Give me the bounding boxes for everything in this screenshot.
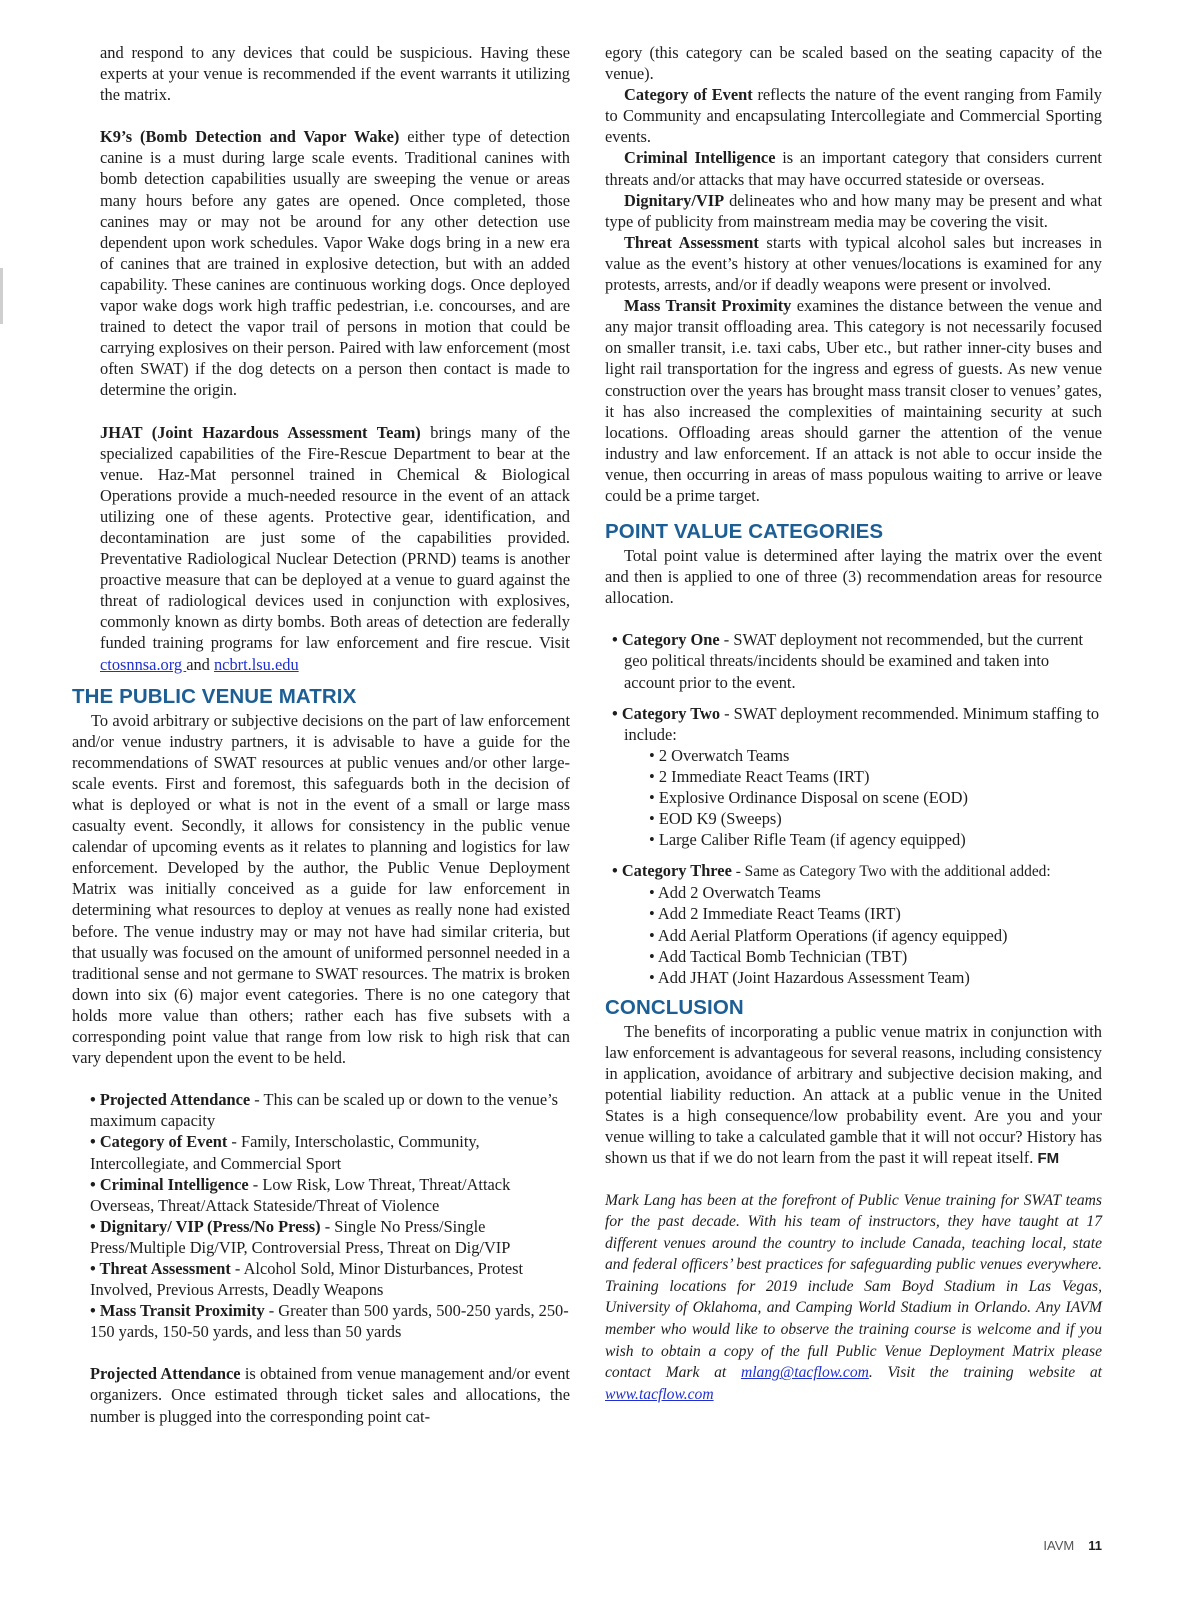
heading-point-value-categories: POINT VALUE CATEGORIES: [605, 520, 884, 544]
category-three-lead: • Category Three: [612, 861, 732, 881]
jhat-lead: JHAT (Joint Hazardous Assessment Team): [100, 422, 421, 442]
event-category-list: [72, 1089, 570, 1342]
right-column: [605, 42, 1102, 1405]
conclusion-text: The benefits of incorporating a public venue matrix in conjunction with law enforcement is advantageous for several reasons, including consistency in application, avoidance of arbitrary and subjective decision making, and potential liability reduction. An attack at a public venue in the United States is a high consequence/low probability event. Are you and your venue willing to take a calculated gamble that it will not occur? History has shown us that if we do not learn from the past it will repeat itself.: [605, 1021, 1102, 1168]
list-item: [72, 1258, 570, 1300]
projected-attendance-lead: Projected Attendance: [90, 1364, 241, 1384]
intro-paragraph: and respond to any devices that could be suspicious. Having these experts at your venue is recommended if the event warrants it utilizing the matrix.: [100, 43, 570, 105]
point-value-paragraph: Total point value is determined after laying the matrix over the event and then is applied to one of three (3) recommendation areas for resource allocation.: [605, 546, 1102, 608]
category-three: [605, 860, 1102, 988]
definition-lead: Threat Assessment: [624, 232, 759, 252]
list-item: • Add Tactical Bomb Technician (TBT): [649, 946, 908, 966]
list-item: • 2 Immediate React Teams (IRT): [649, 766, 870, 786]
definition-paragraph: [605, 232, 1102, 295]
jhat-paragraph: [72, 422, 570, 675]
category-one-lead: • Category One: [612, 630, 720, 650]
heading-conclusion: CONCLUSION: [605, 995, 744, 1019]
author-bio: [605, 1190, 1102, 1406]
page-edge-mark: [0, 268, 3, 324]
bio-after-email: . Visit the training website at: [868, 1364, 1102, 1382]
list-item-lead: • Projected Attendance: [90, 1090, 251, 1110]
k9-text: either type of detection canine is a must during large scale events. Traditional canines with bomb detection capabilities usually are sweeping the venue or areas many hours before any gates are opened. Once completed, those canines may or may not be around for any other detection use dependent upon work schedules. Vapor Wake dogs bring in a new era of canines that are trained in explosive detection, but with an added capability. These canines are continuous working dogs. Once deployed vapor wake dogs work high traffic pedestrian, i.e. concourses, and are trained to detect the vapor trail of persons in motion that could be carrying explosives on their person. Paired with law enforcement (most often SWAT) if the dog detects on a person then contact is made to determine the origin.: [100, 127, 571, 400]
category-two-text: - SWAT deployment recommended. Minimum staffing to include:: [624, 703, 1100, 744]
category-one-text: - SWAT deployment not recommended, but the current geo political threats/incidents should be examined and taken into account prior to the event.: [624, 630, 1084, 692]
category-one: [605, 629, 1102, 692]
continued-paragraph: egory (this category can be scaled based on the seating capacity of the venue).: [605, 43, 1102, 84]
heading-public-venue-matrix: THE PUBLIC VENUE MATRIX: [72, 684, 357, 708]
list-item: • EOD K9 (Sweeps): [649, 809, 782, 829]
category-three-text: - Same as Category Two with the additional added:: [731, 863, 1051, 881]
and-text: and: [186, 654, 214, 674]
page-footer: [1043, 1538, 1102, 1553]
category-two-list: [605, 745, 1102, 850]
list-item: [72, 1089, 570, 1131]
list-item: [72, 1174, 570, 1216]
k9-lead: K9’s (Bomb Detection and Vapor Wake): [100, 127, 400, 147]
definition-text: is an important category that considers current threats and/or attacks that may have occurred stateside or overseas.: [605, 148, 1102, 189]
list-item-text: - This can be scaled up or down to the venue’s maximum capacity: [90, 1090, 559, 1131]
list-item-text: - Greater than 500 yards, 500-250 yards, 250-150 yards, 150-50 yards, and less than 50 yards: [90, 1301, 569, 1342]
list-item: [72, 1131, 570, 1173]
list-item-lead: • Criminal Intelligence: [90, 1174, 249, 1194]
k9-paragraph: [72, 126, 570, 400]
list-item: [72, 1216, 570, 1258]
list-item-lead: • Dignitary/ VIP (Press/No Press): [90, 1216, 321, 1236]
category-three-list: [605, 882, 1102, 987]
fm-end-mark: FM: [1037, 1150, 1060, 1168]
category-three-text-block: [605, 860, 1102, 882]
list-item-text: - Single No Press/Single Press/Multiple Dig/VIP, Controversial Press, Threat on Dig/VIP: [90, 1216, 511, 1257]
list-item: • Add JHAT (Joint Hazardous Assessment Team): [649, 967, 970, 987]
category-one-text-block: [605, 629, 1102, 692]
list-item-lead: • Threat Assessment: [90, 1258, 231, 1278]
list-item: [72, 1300, 570, 1342]
definition-text: starts with typical alcohol sales but increases in value as the event’s history at other venues/locations is examined for any protests, arrests, and/or if deadly weapons were present or involved.: [605, 232, 1103, 295]
list-item: • Add 2 Overwatch Teams: [649, 883, 821, 903]
conclusion-paragraph: [605, 1021, 1102, 1170]
list-item-text: - Alcohol Sold, Minor Disturbances, Protest Involved, Previous Arrests, Deadly Weapons: [90, 1258, 524, 1300]
list-item: • 2 Overwatch Teams: [649, 745, 790, 765]
definition-lead: Category of Event: [624, 85, 753, 105]
definition-lead: Mass Transit Proximity: [624, 296, 792, 316]
projected-attendance-text: is obtained from venue management and/or event organizers. Once estimated through ticket sales and allocations, the number is plugged into the corresponding point cat-: [90, 1364, 570, 1426]
jhat-text: brings many of the specialized capabilities of the Fire-Rescue Department to bear at the venue. Haz-Mat personnel trained in Chemical & Biological Operations provide a much-needed resource in the event of an attack utilizing one of these agents. Protective gear, identification, and decontamination are just some of the capabilities provided. Preventative Radiological Nuclear Detection (PRND) teams is another proactive measure that can be deployed at a venue to guard against the threat of radiological devices used in conjunction with explosives, commonly known as dirty bombs. Both areas of detection are federally funded training programs for law enforcement and fire rescue. Visit: [100, 422, 570, 653]
category-two-text-block: [605, 703, 1102, 745]
publication-name: IAVM: [1043, 1538, 1075, 1553]
list-item-text: - Low Risk, Low Threat, Threat/Attack Overseas, Threat/Attack Stateside/Threat of Violence: [90, 1174, 511, 1215]
definition-paragraph: [605, 295, 1102, 506]
definition-paragraph: [605, 190, 1102, 232]
page-number: 11: [1088, 1538, 1102, 1553]
ncbrt-link[interactable]: ncbrt.lsu.edu: [213, 654, 299, 674]
email-link[interactable]: mlang@tacflow.com: [740, 1364, 869, 1382]
list-item: • Add 2 Immediate React Teams (IRT): [649, 904, 901, 924]
definition-paragraph: [605, 147, 1102, 189]
definition-lead: Criminal Intelligence: [624, 148, 776, 168]
matrix-paragraph: To avoid arbitrary or subjective decisions on the part of law enforcement and/or venue industry partners, it is advisable to have a guide for the recommendations of SWAT resources at public venues and/or other large-scale events. First and foremost, this safeguards both in the decision of what is deployed or what is not in the event of a small or large mass casualty event. Secondly, it allows for consistency in the public venue calendar of upcoming events as it relates to planning and logistics for law enforcement. Developed by the author, the Public Venue Deployment Matrix was initially conceived as a guide for law enforcement in determining what resources to deploy at venues as really none had existed before. The venue industry may or may not have had similar criteria, but that usually was focused on the amount of uniformed personnel needed in a traditional sense and not germane to SWAT resources. The matrix is broken down into six (6) major event categories. There is no one category that holds more value than others; rather each has five subsets with a corresponding point value that range from low risk to high risk that can vary dependent upon the event to be held.: [72, 710, 570, 1068]
definition-paragraph: [605, 84, 1102, 147]
website-link[interactable]: www.tacflow.com: [605, 1385, 714, 1403]
left-column: [72, 42, 570, 1427]
list-item-text: - Family, Interscholastic, Community, Intercollegiate, and Commercial Sport: [90, 1132, 480, 1173]
list-item-lead: • Category of Event: [90, 1132, 228, 1152]
definition-text: reflects the nature of the event ranging from Family to Community and encapsulating Intercollegiate and Commercial Sporting events.: [605, 85, 1102, 147]
ctosnnsa-link[interactable]: ctosnnsa.org: [100, 654, 187, 674]
projected-attendance-paragraph: [72, 1363, 570, 1426]
definition-text: examines the distance between the venue and any major transit offloading area. This category is not necessarily focused on smaller transit, i.e. taxi cabs, Uber etc., but rather inner-city buses and light rail transportation for the ingress and egress of guests. As new venue construction over the years has brought mass transit closer to venues’ gates, it has also increased the complexities of maintaining security at such locations. Offloading areas should garner the attention of the venue industry and law enforcement. If an attack is not able to occur inside the venue, then occurring in areas of mass populous waiting to arrive or leave could be a prime target.: [605, 296, 1102, 505]
definition-lead: Dignitary/VIP: [624, 190, 725, 210]
list-item: • Add Aerial Platform Operations (if agency equipped): [649, 925, 1008, 945]
list-item-lead: • Mass Transit Proximity: [90, 1301, 265, 1321]
list-item: • Large Caliber Rifle Team (if agency equipped): [649, 830, 966, 850]
list-item: • Explosive Ordinance Disposal on scene (EOD): [649, 788, 968, 807]
category-two: [605, 703, 1102, 851]
definition-text: delineates who and how many may be present and what type of publicity from mainstream media may be covering the visit.: [605, 190, 1102, 231]
bio-text: Mark Lang has been at the forefront of Public Venue training for SWAT teams for the past decade. With his team of instructors, they have taught at 17 different venues around the country to include Canada, teaching local, state and federal officers’ best practices for safeguarding public venues everywhere. Training locations for 2019 include Sam Boyd Stadium in Las Vegas, University of Oklahoma, and Camping World Stadium in Orlando. Any IAVM member who would like to observe the training course is welcome and if you wish to obtain a copy of the full Public Venue Deployment Matrix please contact Mark at: [605, 1191, 1102, 1382]
category-two-lead: • Category Two: [612, 703, 721, 723]
